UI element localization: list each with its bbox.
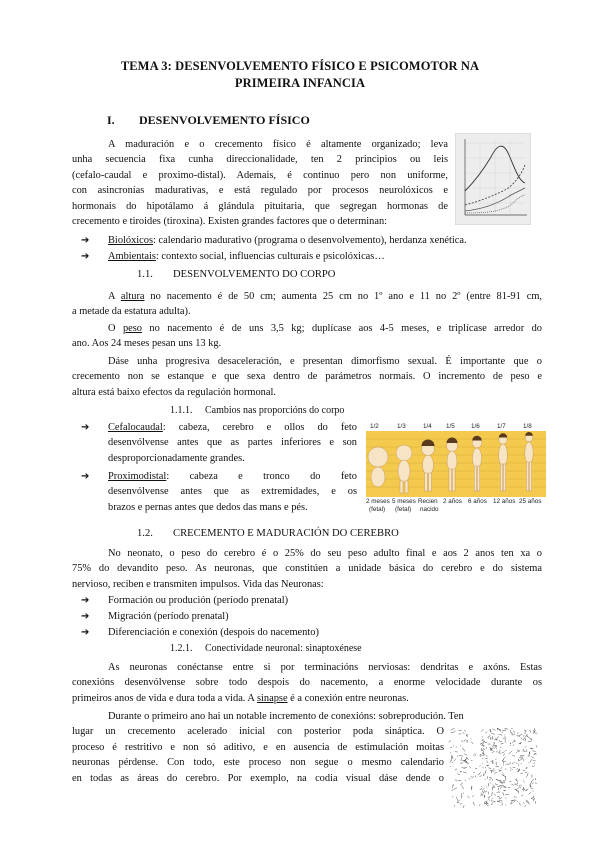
subsection-heading	[137, 528, 399, 539]
weight-line	[72, 321, 542, 336]
connections-line	[72, 691, 542, 706]
text: : cabeza e tronco do feto	[166, 471, 357, 482]
overproduction-line: Durante o primeiro ano hai un notable incremento de conexións: sobreprodución. Ten	[108, 711, 464, 722]
subsection-number: 1.1.	[137, 269, 153, 280]
subsubsection-heading	[170, 643, 362, 654]
title-line-1: TEMA 3: DESENVOLVEMENTO FÍSICO E PSICOMOTOR NA	[120, 59, 480, 73]
page-title	[70, 58, 530, 92]
text: O	[108, 323, 123, 334]
deceleration-line: crecemento non se estanque e que sexa dentro de parámetros normais. O incremento de peso e	[72, 371, 542, 383]
factor-text: : calendario madurativo (programa o desenvolvemento), herdanza xenética.	[153, 235, 467, 246]
intro-line: hormonais do hipotálamo á glándula pituitaria, que segregan hormonas de	[72, 200, 448, 212]
overproduction-line: proceso é restritivo e non só aditivo, e en ausencia de estimulación moitas	[72, 741, 444, 753]
brain-line: nervioso, reciben e transmiten impulsos. Vida das Neuronas:	[72, 578, 324, 590]
subsection-title: CRECEMENTO E MADURACIÓN DO CEREBRO	[173, 528, 399, 539]
age-label: (fetal)	[395, 506, 412, 513]
list-item	[81, 233, 528, 248]
age-label: 12 años	[493, 498, 516, 505]
law-line	[108, 469, 357, 484]
connections-line: conexións desenvólvense sobre todo despois do nacemento, a enorme velocidade durante os	[72, 677, 542, 689]
overproduction-line: lugar un crecemento acelerado inicial con posterior poda sináptica. O	[72, 726, 444, 738]
age-label: Recien	[418, 498, 438, 505]
subsection-title: DESENVOLVEMENTO DO CORPO	[173, 269, 336, 280]
deceleration-paragraph	[72, 354, 542, 400]
age-label: nacido	[420, 506, 439, 513]
arrow-bullet-icon: ➔	[81, 422, 90, 433]
age-label: 6 años	[468, 498, 487, 505]
section-title: DESENVOLVEMENTO FÍSICO	[139, 113, 310, 127]
list-item	[81, 609, 229, 624]
fraction-label: 1/6	[471, 423, 480, 430]
brain-paragraph	[72, 546, 542, 592]
title-line-2: PRIMEIRA INFANCIA	[234, 76, 366, 90]
synapse-density-figure	[448, 726, 540, 808]
neuron-stage: Migración (período prenatal)	[108, 611, 229, 622]
list-item	[81, 249, 528, 264]
fraction-label: 1/7	[497, 423, 506, 430]
text: é a conexión entre neuronas.	[287, 692, 409, 704]
subsubsection-number: 1.1.1.	[170, 405, 193, 416]
weight-line: ano. Aos 24 meses pesan uns 13 kg.	[72, 338, 222, 350]
arrow-bullet-icon: ➔	[81, 251, 90, 262]
intro-line: unha secuencia fixa cunha direccionalidade, ten 2 principios ou leis	[72, 154, 448, 166]
intro-line: (cefalo-caudal e proximo-distal). Ademais, é continuo pero non uniforme,	[72, 169, 448, 181]
fraction-label: 1/4	[423, 423, 432, 430]
section-heading	[107, 113, 310, 128]
height-line: a metade da estatura adulta).	[72, 306, 191, 318]
age-label: 2 años	[443, 498, 462, 505]
term-environmental: Ambientais	[108, 251, 156, 262]
neuron-stage: Diferenciación e conexión (despois do nacemento)	[108, 627, 319, 638]
height-paragraph	[72, 289, 542, 320]
term-proximodistal: Proximodistal	[108, 471, 167, 482]
fraction-label: 1/8	[523, 423, 532, 430]
fraction-label: 1/5	[446, 423, 455, 430]
age-label: (fetal)	[369, 506, 386, 513]
age-label: 25 años	[519, 498, 542, 505]
brain-line: 75% do devandito peso. As neuronas, que constitúen a unidade básica do cerebro e do sistema	[72, 563, 542, 575]
term-weight: peso	[122, 323, 142, 334]
height-line	[72, 289, 542, 304]
intro-line: con asincronías madurativas, e está regulado por procesos neurolóxicos e	[72, 185, 448, 197]
subsubsection-heading	[170, 405, 344, 416]
age-label: 2 meses	[366, 498, 390, 505]
term-height: altura	[120, 291, 145, 302]
law-line: desproporcionadamente grandes.	[108, 452, 245, 464]
weight-paragraph	[72, 321, 542, 352]
text: : cabeza, cerebro e ollos do feto	[162, 422, 357, 433]
overproduction-paragraph	[72, 709, 464, 786]
connections-line: As neuronas conéctanse entre si por terminacións nerviosas: dendritas e axóns. Estas	[108, 662, 542, 673]
fraction-label: 1/3	[397, 423, 406, 430]
arrow-bullet-icon: ➔	[81, 595, 90, 606]
neuron-stage: Formación ou produción (período prenatal)	[108, 595, 289, 606]
overproduction-line: en todas as áreas do cerebro. Por exemplo, na codia visual dáse dende o	[72, 772, 444, 784]
text: A	[108, 291, 121, 302]
arrow-bullet-icon: ➔	[81, 611, 90, 622]
fraction-label: 1/2	[370, 423, 379, 430]
brain-line: No neonato, o peso do cerebro é o 25% do seu peso adulto final e aos 2 anos ten xa o	[108, 548, 542, 559]
list-item	[81, 593, 289, 608]
law-line	[108, 420, 357, 435]
deceleration-line: altura está baixo efectos da regulación hormonal.	[72, 386, 276, 398]
law-line: desenvólvense antes que as extremidades, e os	[108, 486, 357, 498]
text: primeiros anos de vida e dura toda a vida. A	[72, 692, 257, 704]
subsubsection-number: 1.2.1.	[170, 643, 193, 654]
text: no nacemento é de 50 cm; aumenta 25 cm no 1º ano e 11 no 2º (entre 81-91 cm,	[144, 291, 542, 302]
body-proportions-figure	[366, 423, 546, 515]
overproduction-line: neuronas pérdense. Con todo, este proceso non segue o mesmo calendario	[72, 757, 444, 769]
term-biological: Biolóxicos	[108, 235, 154, 246]
subsubsection-title: Cambios nas proporcións do corpo	[205, 405, 345, 416]
growth-curves-figure	[455, 133, 531, 225]
list-item	[81, 625, 319, 640]
intro-line: A maduración e o crecemento físico é altamente organizado; leva	[108, 139, 448, 150]
body-silhouettes	[366, 431, 546, 497]
section-number: I.	[107, 113, 115, 127]
law-line: desenvólvense antes que as partes inferiores e son	[108, 437, 357, 449]
subsection-number: 1.2.	[137, 528, 153, 539]
subsection-heading	[137, 269, 335, 280]
subsubsection-title: Conectividade neuronal: sinaptoxénese	[205, 643, 362, 654]
intro-paragraph	[72, 137, 448, 229]
arrow-bullet-icon: ➔	[81, 235, 90, 246]
list-item	[81, 420, 357, 466]
arrow-bullet-icon: ➔	[81, 627, 90, 638]
deceleration-line: Dáse unha progresiva desaceleración, e presentan dimorfismo sexual. É importante que o	[108, 356, 542, 367]
term-synapse: sinapse	[256, 692, 288, 704]
arrow-bullet-icon: ➔	[81, 471, 90, 482]
list-item	[81, 469, 357, 515]
factor-text: : contexto social, influencias culturais e psicolóxicas…	[155, 251, 385, 262]
law-line: brazos e pernas antes que dedos das mans e pés.	[108, 501, 308, 513]
age-label: 5 meses	[392, 498, 416, 505]
connections-paragraph	[72, 660, 542, 706]
text: no nacemento é de uns 3,5 kg; duplícase aos 4-5 meses, e triplícase arredor do	[141, 323, 542, 334]
term-cephalocaudal: Cefalocaudal	[108, 422, 163, 433]
intro-line: crecemento e tiroides (tiroxina). Existen grandes factores que o determinan:	[72, 216, 388, 228]
